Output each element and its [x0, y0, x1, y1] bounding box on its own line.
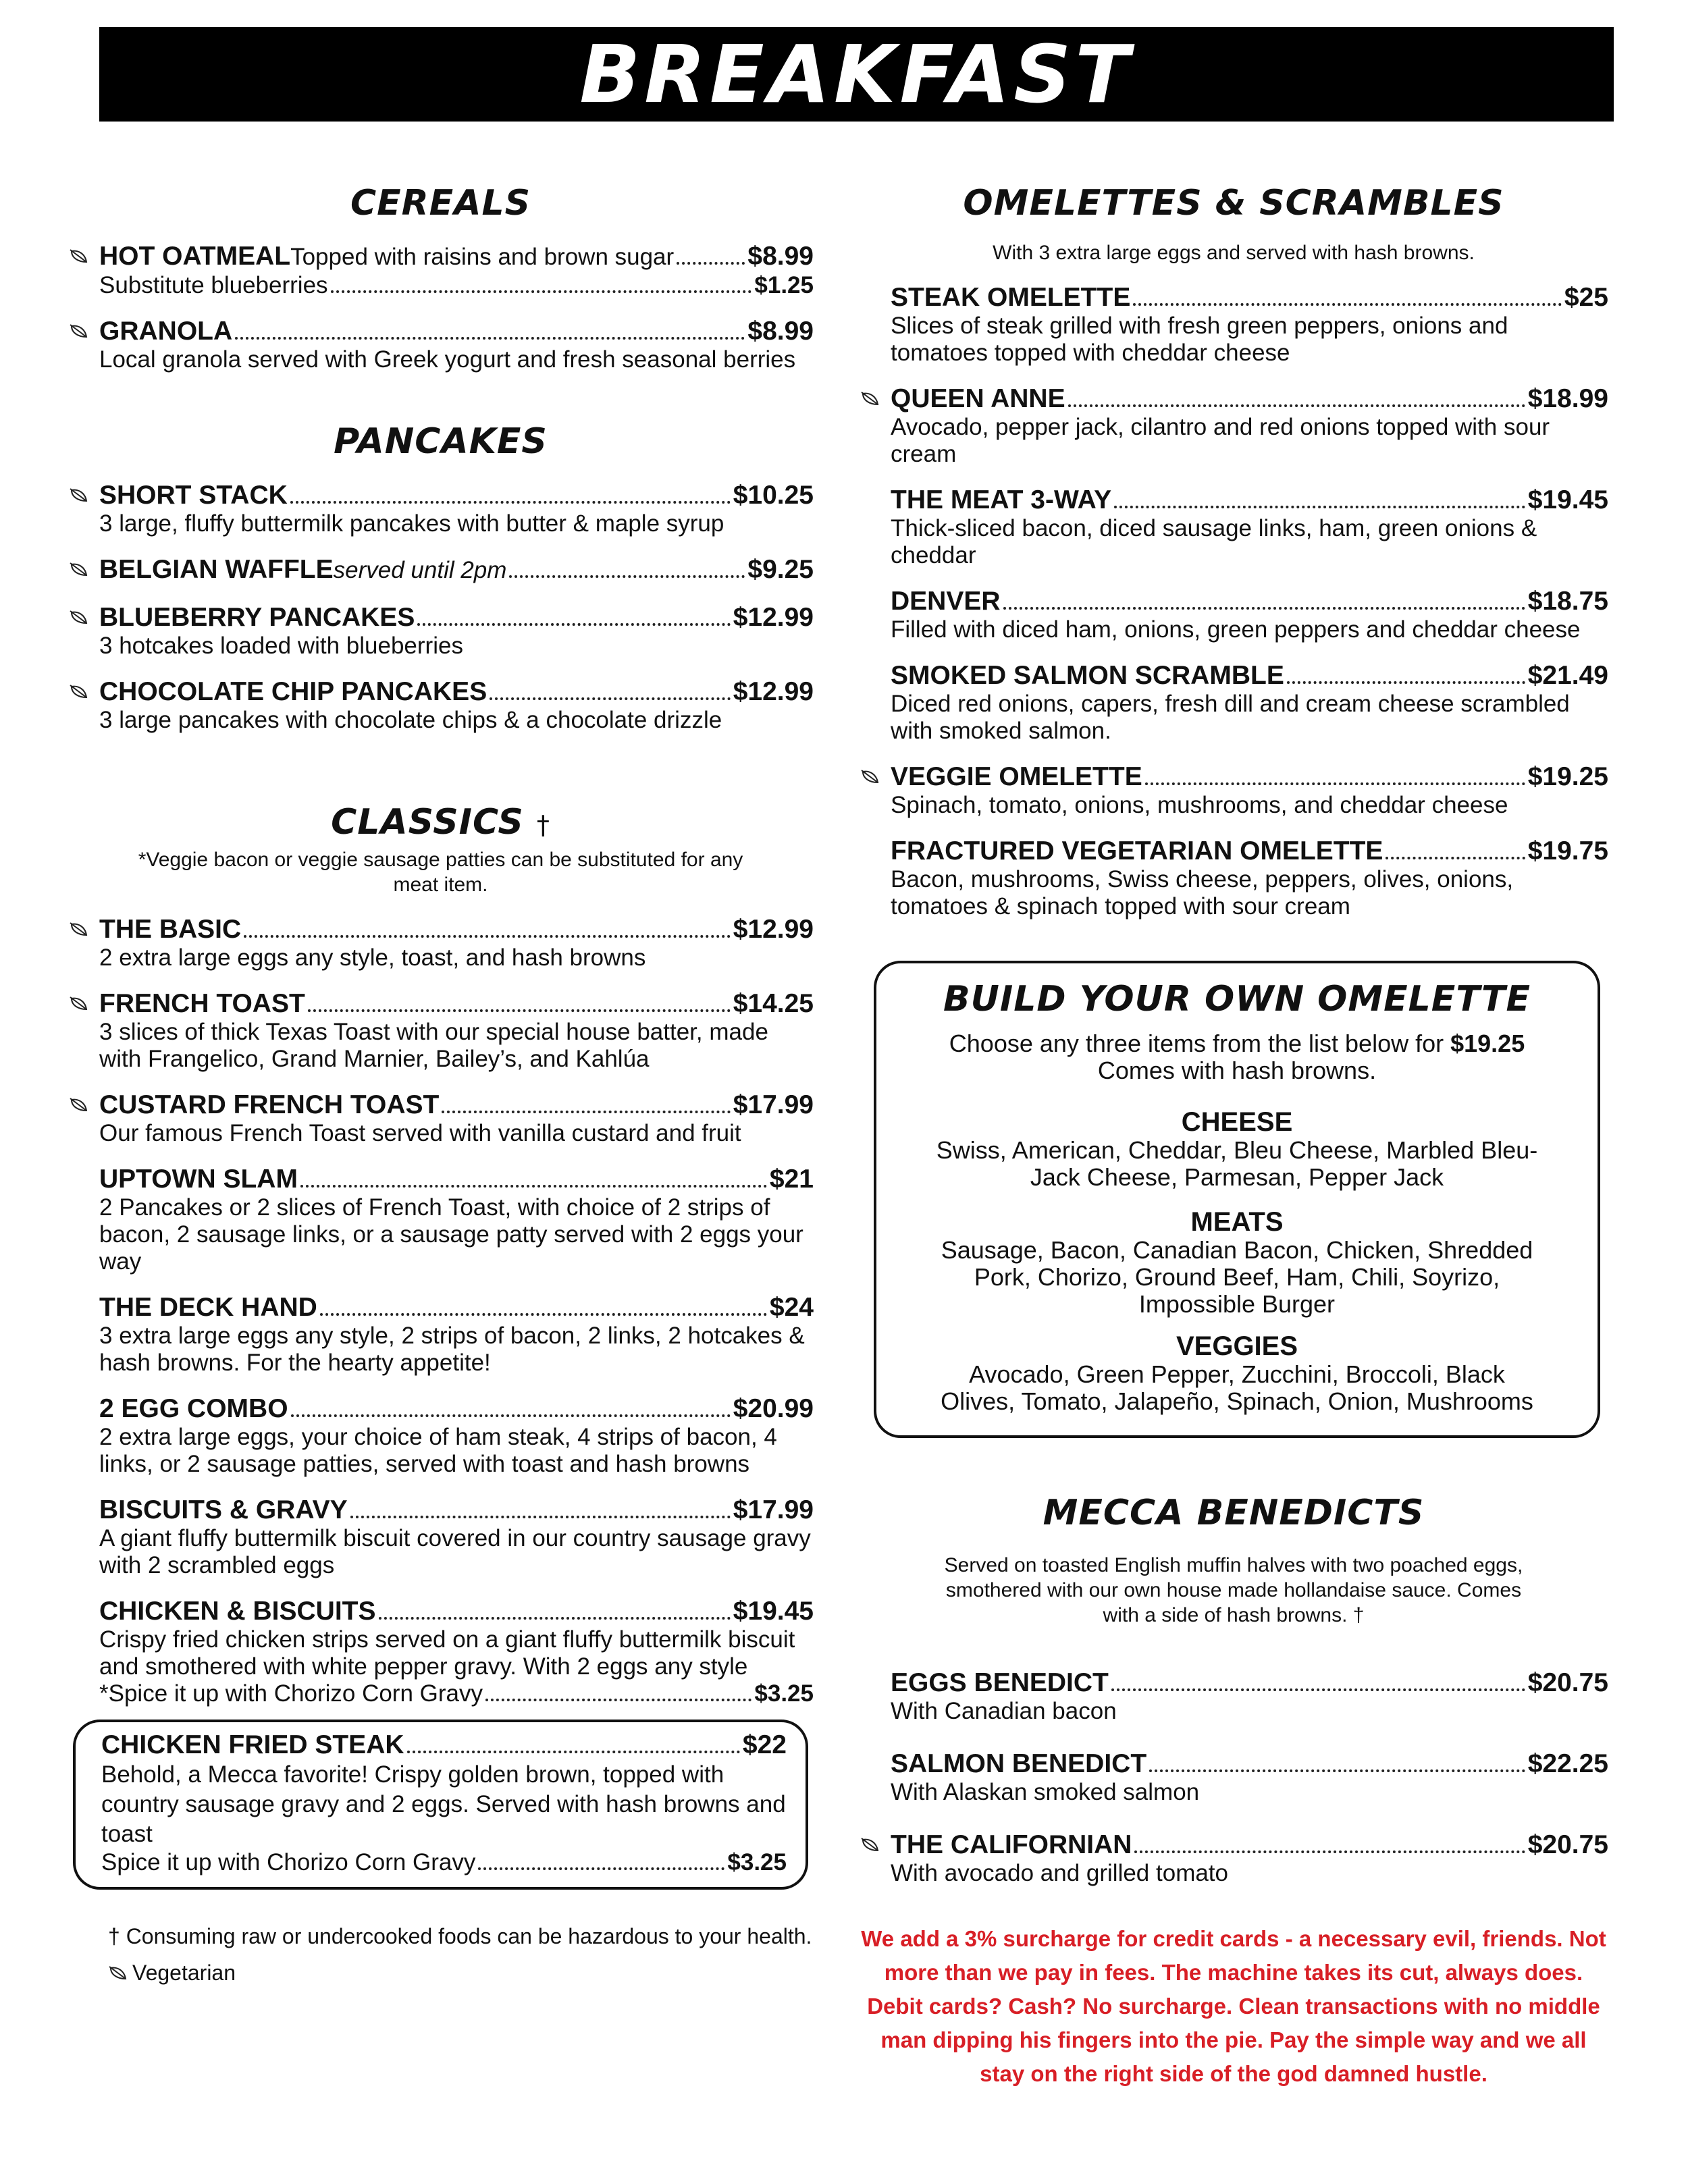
item-desc: Filled with diced ham, onions, green peppers and cheddar cheese	[891, 616, 1581, 643]
item-desc: 2 Pancakes or 2 slices of French Toast, with choice of 2 strips of bacon, 2 sausage links, or a sausage patty served with 2 eggs your way	[99, 1194, 803, 1275]
item-inline-desc: Topped with raisins and brown sugar	[290, 244, 675, 271]
item-name: SALMON BENEDICT	[891, 1749, 1147, 1779]
menu-item	[859, 836, 1608, 920]
item-price: $21.49	[1527, 661, 1608, 691]
item-price: $10.25	[733, 480, 814, 510]
menu-item	[68, 555, 814, 585]
addon-price: $3.25	[727, 1849, 787, 1876]
item-name: EGGS BENEDICT	[891, 1668, 1109, 1698]
leaf-icon	[69, 562, 88, 577]
item-desc: Slices of steak grilled with fresh green peppers, onions and tomatoes topped with cheddar cheese	[891, 313, 1508, 367]
menu-item	[859, 762, 1608, 819]
item-price: $21	[769, 1165, 814, 1194]
leaf-icon	[69, 1097, 88, 1112]
addon-label: *Spice it up with Chorizo Corn Gravy	[99, 1680, 483, 1707]
addon-price: $3.25	[754, 1680, 814, 1707]
addon-label: Spice it up with Chorizo Corn Gravy	[101, 1849, 476, 1876]
item-price: $24	[769, 1293, 814, 1323]
item-name: BISCUITS & GRAVY	[99, 1495, 348, 1525]
item-name: THE CALIFORNIAN	[891, 1830, 1132, 1860]
item-desc: 3 large pancakes with chocolate chips & a chocolate drizzle	[99, 706, 722, 733]
item-name: CHOCOLATE CHIP PANCAKES	[99, 676, 487, 706]
item-desc: 3 extra large eggs any style, 2 strips of bacon, 2 links, 2 hotcakes & hash browns. For the hearty appetite!	[99, 1323, 805, 1377]
menu-item	[859, 661, 1608, 745]
menu-item	[859, 587, 1608, 643]
byo-intro	[889, 1030, 1585, 1057]
leaf-icon	[69, 922, 88, 936]
cheese-title: CHEESE	[1181, 1107, 1293, 1137]
item-price: $17.99	[733, 1090, 814, 1120]
benedicts-section	[859, 1492, 1608, 1887]
item-price: $18.99	[1527, 384, 1608, 414]
menu-item	[859, 384, 1608, 468]
right-column	[859, 182, 1608, 2113]
item-desc: 3 hotcakes loaded with blueberries	[99, 632, 463, 659]
item-price: $14.25	[733, 989, 814, 1019]
benedicts-note: Served on toasted English muffin halves with two poached eggs, smothered with our own house made hollandaise sauce. Comes with a side of hash browns. †	[944, 1554, 1523, 1627]
page-title: BREAKFAST	[579, 28, 1134, 121]
item-price: $12.99	[733, 602, 814, 632]
menu-item	[68, 1495, 814, 1579]
item-name: SHORT STACK	[99, 480, 288, 510]
classics-title-text: CLASSICS	[331, 801, 524, 843]
credit-card-surcharge-notice: We add a 3% surcharge for credit cards - a necessary evil, friends. Not more than we pay in fees. The machine takes its cut, always does. Debit cards? Cash? No surcharge. Clean transactions with no middle man dipping his fingers into the pie. Pay the simple way and we all stay on the right side of the god damned hustle.	[861, 1926, 1606, 2087]
menu-item	[68, 915, 814, 971]
item-name: THE DECK HAND	[99, 1293, 317, 1323]
menu-item	[68, 989, 814, 1073]
featured-item-box	[73, 1720, 808, 1890]
pancakes-title: PANCAKES	[334, 421, 548, 462]
item-name: STEAK OMELETTE	[891, 283, 1131, 313]
item-price: $12.99	[733, 676, 814, 706]
item-price: $20.75	[1527, 1830, 1608, 1860]
item-desc: Diced red onions, capers, fresh dill and cream cheese scrambled with smoked salmon.	[891, 691, 1570, 745]
item-name: VEGGIE OMELETTE	[891, 762, 1142, 792]
item-name: SMOKED SALMON SCRAMBLE	[891, 661, 1284, 691]
leaf-icon	[69, 248, 88, 263]
addon-label: Substitute blueberries	[99, 272, 328, 299]
leaf-icon	[69, 323, 88, 338]
item-price: $19.25	[1527, 762, 1608, 792]
item-name: UPTOWN SLAM	[99, 1165, 298, 1194]
menu-item	[68, 1394, 814, 1478]
item-name: BELGIAN WAFFLE	[99, 554, 334, 584]
item-price: $17.99	[733, 1495, 814, 1525]
item-desc: 2 extra large eggs, your choice of ham steak, 4 strips of bacon, 4 links, or 2 sausage patties, served with toast and hash browns	[99, 1424, 777, 1478]
menu-item	[68, 242, 814, 299]
item-price: $22	[742, 1730, 787, 1760]
menu-item	[68, 1597, 814, 1707]
leaf-icon	[860, 769, 879, 784]
veggies-title: VEGGIES	[1176, 1331, 1298, 1361]
item-name: CHICKEN FRIED STEAK	[101, 1730, 404, 1760]
menu-item	[68, 1293, 814, 1377]
item-desc: 2 extra large eggs any style, toast, and hash browns	[99, 944, 646, 971]
dagger-mark: †	[536, 809, 550, 840]
menu-item	[859, 485, 1608, 569]
item-name: HOT OATMEAL	[99, 242, 291, 271]
item-price: $25	[1564, 283, 1608, 313]
item-desc: Our famous French Toast served with vanilla custard and fruit	[99, 1120, 741, 1147]
benedicts-title: MECCA BENEDICTS	[1043, 1492, 1425, 1533]
item-name: BLUEBERRY PANCAKES	[99, 602, 415, 632]
item-name: FRACTURED VEGETARIAN OMELETTE	[891, 836, 1383, 866]
cereals-section	[68, 182, 814, 373]
menu-item	[68, 481, 814, 537]
item-name: THE MEAT 3-WAY	[891, 485, 1112, 515]
left-column	[68, 182, 814, 1991]
leaf-icon	[69, 684, 88, 699]
raw-food-warning: † Consuming raw or undercooked foods can be hazardous to your health.	[108, 1924, 812, 1949]
omelettes-title: OMELETTES & SCRAMBLES	[963, 183, 1504, 223]
menu-item	[68, 677, 814, 734]
vegetarian-label: Vegetarian	[132, 1961, 236, 1986]
byo-intro-text: Choose any three items from the list below for	[949, 1029, 1451, 1057]
item-desc: Behold, a Mecca favorite! Crispy golden brown, topped with country sausage gravy and 2 eggs. Served with hash browns and toast	[101, 1761, 786, 1848]
cheese-list: Swiss, American, Cheddar, Bleu Cheese, Marbled Bleu-Jack Cheese, Parmesan, Pepper Jack	[936, 1136, 1538, 1191]
menu-item	[68, 1090, 814, 1147]
item-name: GRANOLA	[99, 317, 233, 346]
classics-title	[68, 801, 814, 843]
item-desc: Avocado, pepper jack, cilantro and red onions topped with sour cream	[891, 414, 1550, 468]
item-price: $9.25	[747, 554, 814, 584]
footnotes	[68, 1918, 814, 1991]
vegetarian-legend	[108, 1954, 814, 1991]
addon-price: $1.25	[754, 272, 814, 299]
item-desc: With Alaskan smoked salmon	[891, 1779, 1200, 1806]
item-price: $8.99	[747, 242, 814, 271]
classics-section	[68, 801, 814, 1890]
item-name: CUSTARD FRENCH TOAST	[99, 1090, 440, 1120]
item-desc: 3 slices of thick Texas Toast with our special house batter, made with Frangelico, Grand Marnier, Bailey’s, and Kahlúa	[99, 1019, 768, 1073]
leaf-icon	[69, 996, 88, 1011]
menu-item	[859, 1749, 1608, 1806]
item-desc: Local granola served with Greek yogurt and fresh seasonal berries	[99, 346, 796, 373]
item-desc: 3 large, fluffy buttermilk pancakes with butter & maple syrup	[99, 510, 724, 537]
item-desc: With Canadian bacon	[891, 1698, 1117, 1725]
item-price: $19.75	[1527, 836, 1608, 866]
item-price: $19.45	[733, 1597, 814, 1626]
omelettes-note: With 3 extra large eggs and served with hash browns.	[993, 242, 1475, 265]
byo-price: $19.25	[1450, 1029, 1525, 1057]
item-name: FRENCH TOAST	[99, 989, 305, 1019]
byo-title: BUILD YOUR OWN OMELETTE	[943, 979, 1531, 1020]
cereals-title: CEREALS	[350, 183, 531, 223]
menu-item	[859, 283, 1608, 367]
item-desc: Spinach, tomato, onions, mushrooms, and cheddar cheese	[891, 792, 1508, 819]
item-price: $19.45	[1527, 485, 1608, 515]
leaf-icon	[860, 1837, 879, 1852]
item-desc: Bacon, mushrooms, Swiss cheese, peppers, olives, onions, tomatoes & spinach topped with sour cream	[891, 866, 1514, 920]
item-name: THE BASIC	[99, 915, 242, 944]
item-note: served until 2pm	[333, 556, 507, 583]
item-price: $22.25	[1527, 1749, 1608, 1779]
menu-item	[859, 1830, 1608, 1887]
item-price: $18.75	[1527, 587, 1608, 616]
classics-note: *Veggie bacon or veggie sausage patties can be substituted for any meat item.	[138, 849, 743, 897]
item-desc: With avocado and grilled tomato	[891, 1860, 1228, 1887]
item-price: $12.99	[733, 915, 814, 944]
item-price: $8.99	[747, 317, 814, 346]
pancakes-section	[68, 421, 814, 733]
leaf-icon	[108, 1954, 127, 1969]
menu-item	[859, 1668, 1608, 1725]
item-price: $20.99	[733, 1394, 814, 1424]
leaf-icon	[69, 487, 88, 502]
meats-list: Sausage, Bacon, Canadian Bacon, Chicken, Shredded Pork, Chorizo, Ground Beef, Ham, Chili, Soyrizo, Impossible Burger	[941, 1235, 1533, 1318]
item-name: DENVER	[891, 587, 1001, 616]
item-desc: A giant fluffy buttermilk biscuit covered in our country sausage gravy with 2 scrambled eggs	[99, 1525, 811, 1579]
menu-item	[68, 317, 814, 373]
item-price: $20.75	[1527, 1668, 1608, 1698]
menu-item	[101, 1730, 787, 1876]
item-name: QUEEN ANNE	[891, 384, 1065, 414]
meats-title: MEATS	[1190, 1206, 1284, 1237]
header-banner	[99, 27, 1614, 122]
veggies-list: Avocado, Green Pepper, Zucchini, Broccoli, Black Olives, Tomato, Jalapeño, Spinach, Onion, Mushrooms	[941, 1360, 1533, 1415]
leaf-icon	[69, 610, 88, 624]
item-desc: Thick-sliced bacon, diced sausage links, ham, green onions & cheddar	[891, 515, 1537, 569]
build-your-own-box	[874, 961, 1600, 1437]
item-name: CHICKEN & BISCUITS	[99, 1597, 376, 1626]
leaf-icon	[860, 391, 879, 406]
menu-item	[68, 603, 814, 660]
omelettes-section	[859, 182, 1608, 920]
byo-intro2: Comes with hash browns.	[1097, 1056, 1377, 1084]
menu-item	[68, 1165, 814, 1275]
item-name: 2 EGG COMBO	[99, 1394, 288, 1424]
item-desc: Crispy fried chicken strips served on a giant fluffy buttermilk biscuit and smothered with white pepper gravy. With 2 eggs any style	[99, 1626, 795, 1680]
